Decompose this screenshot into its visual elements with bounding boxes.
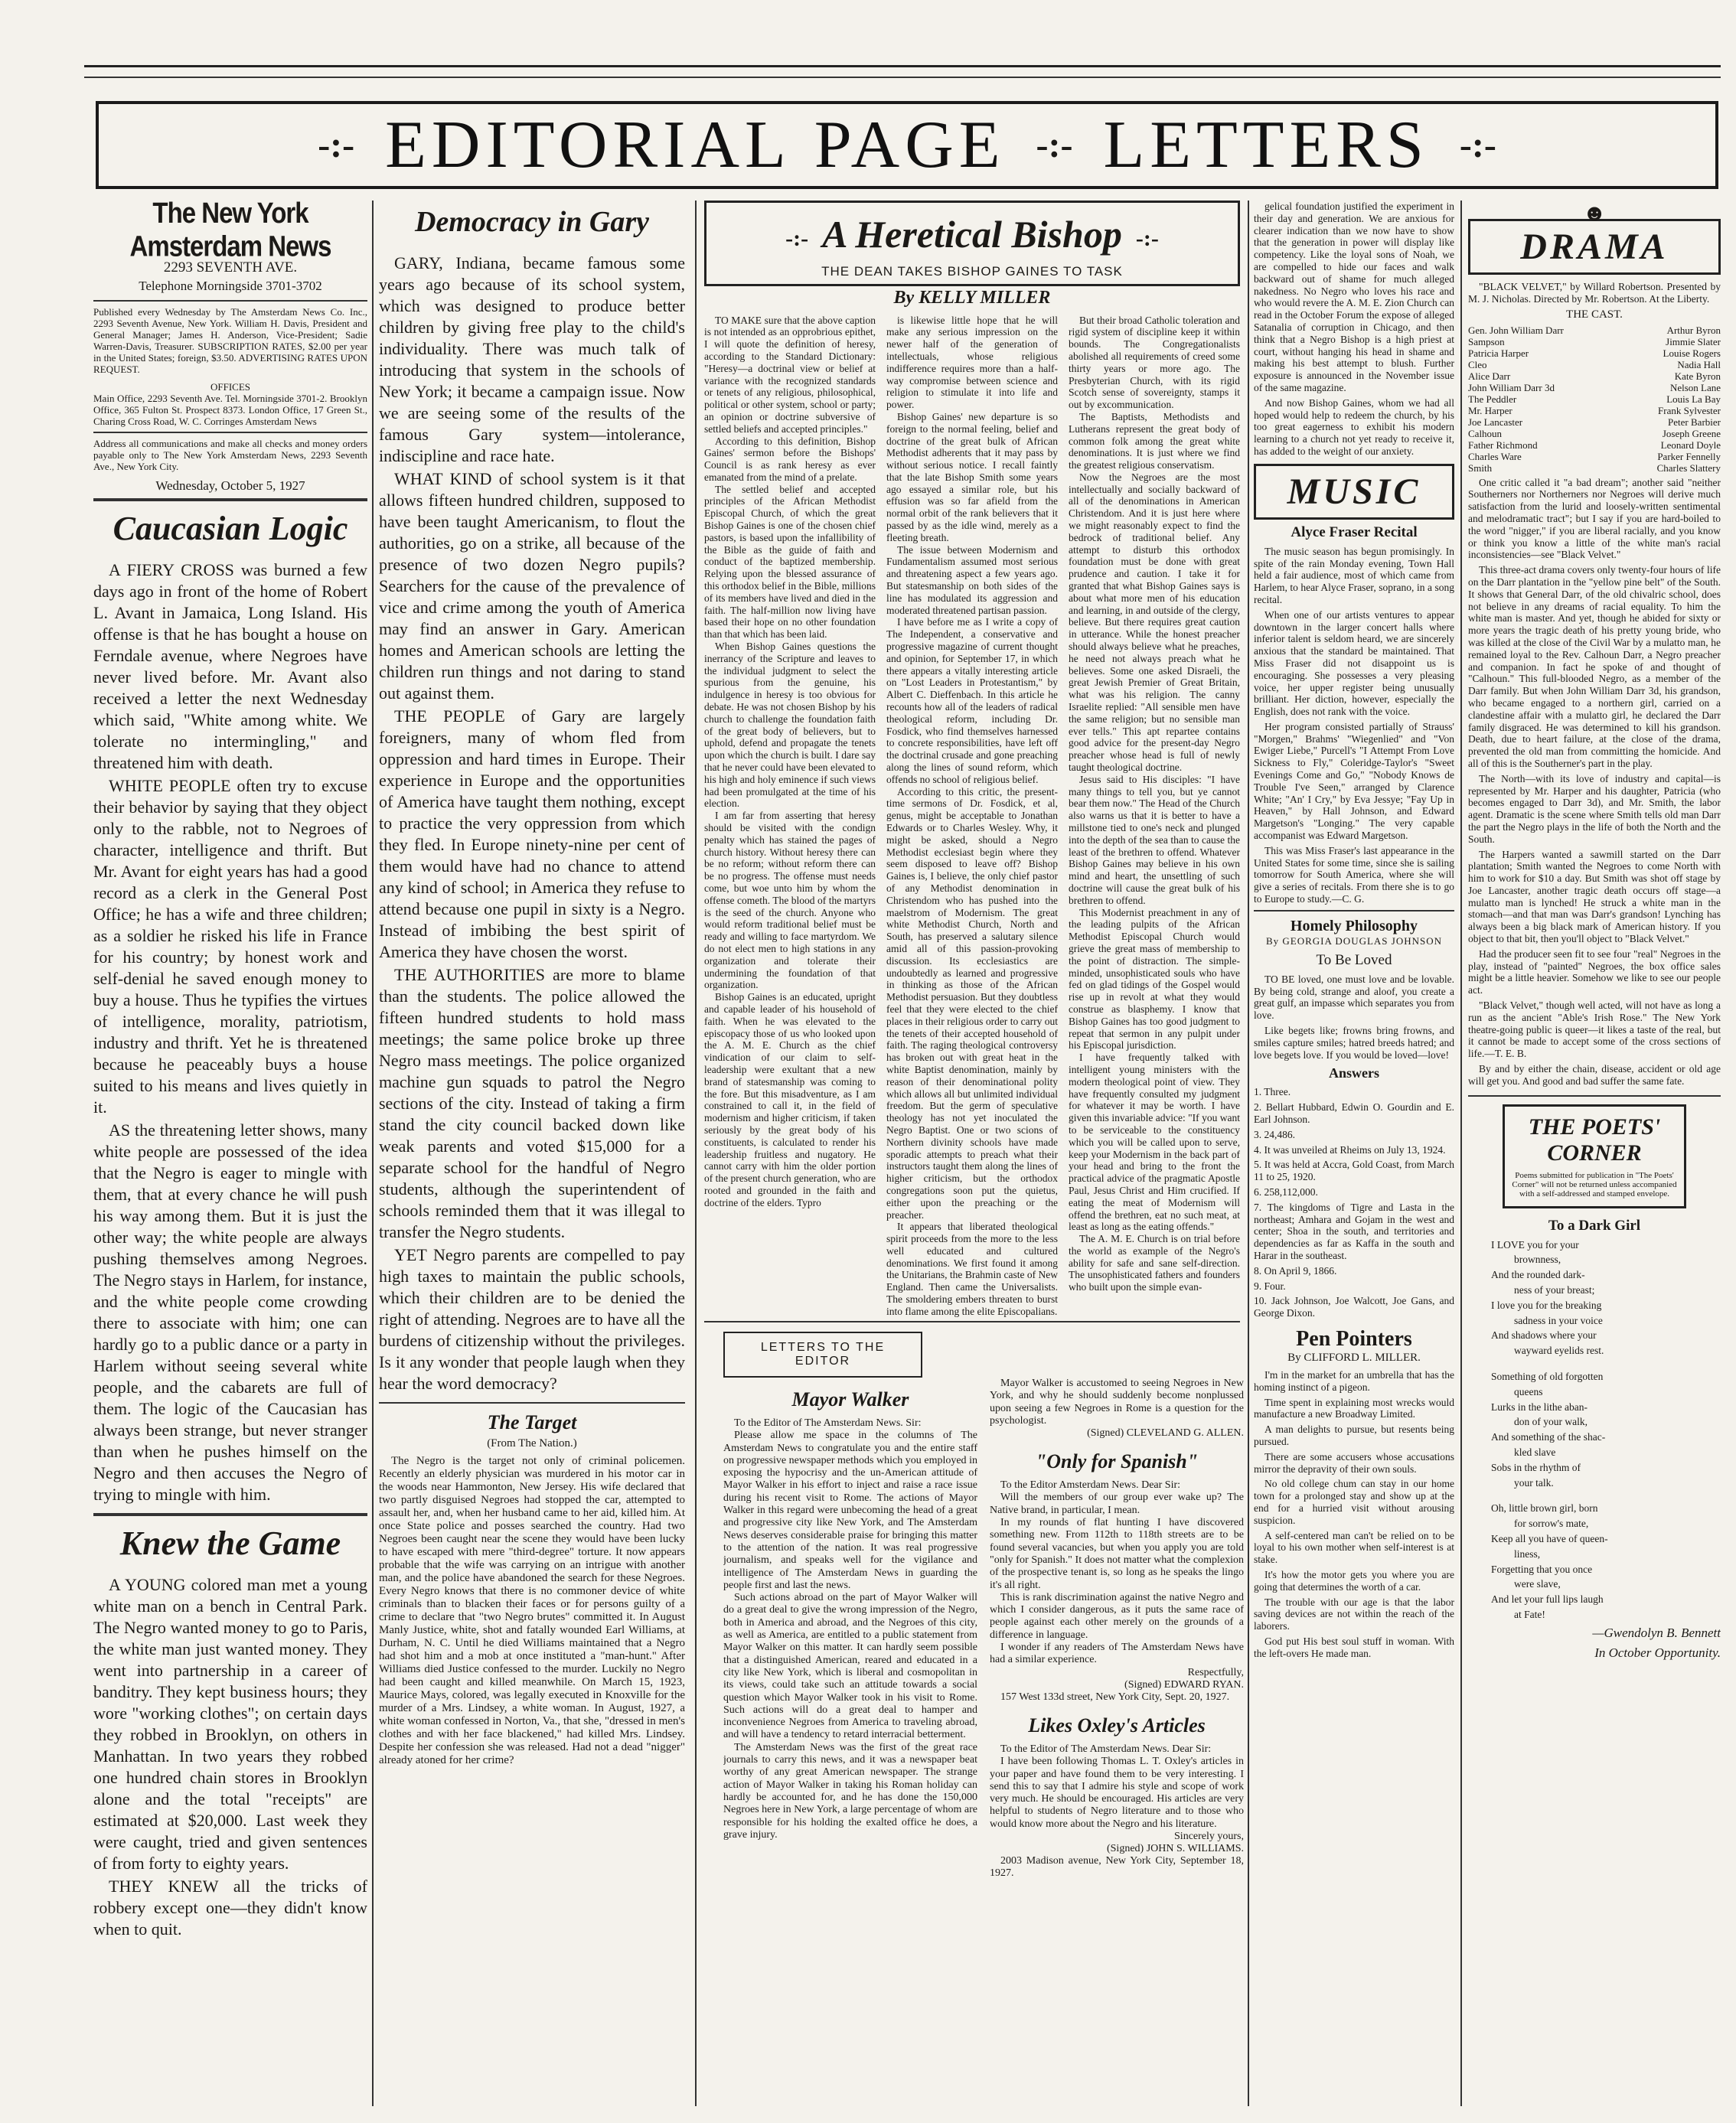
paragraph: TO MAKE sure that the above caption is not intended as an opprobrious epithet, I will quote the definition of heresy, according to the Standard Dictionary: "Heresy—a doctrinal view or belief at variance with the recognized standards or tenets of any religious, philosophical, political or other system, school or party; an opinion or doctrine subversive of settled beliefs and accepted principles." bbox=[704, 314, 876, 435]
answer-item: 8. On April 9, 1866. bbox=[1254, 1264, 1337, 1277]
cast-row bbox=[1468, 336, 1721, 347]
poem-line: And something of the shac- bbox=[1491, 1431, 1606, 1443]
cast-actor: Arthur Byron bbox=[1666, 324, 1721, 336]
poem-line: And the rounded dark- bbox=[1491, 1269, 1585, 1281]
paragraph: According to this critic, the present-time sermons of Dr. Fosdick, et al, genus, might be acceptable to Jonathan Edwards or to Charles Wesley. Why, it might be asked, should a Negro Methodist ecclesiast begin where they seem disposed to leave off? Bishop Gaines is, I believe, the only chief pastor of any Methodist denomination in Christendom who has pushed into the maelstrom of Modernism. The great white Methodist Church, North and South, has preserved a salutary silence amid all of this passion-provoking discussion. Its ecclesiastics are undoubtedly as learned and progressive in thinking as those of the African Methodist persuasion. But they doubtless feel that they were elected to the chief places in their religious order to carry out the tenets of their accepted household of faith. The raging theological controversy has broken out with great heat in the white Baptist denomination, mainly by reason of their denominational polity which allows all but unlimited individual freedom. But the germ of speculative theology has not yet inoculated the Negro Baptist. One or two scions of Northern divinity schools have made sporadic attempts to preach what their instructors taught them along the lines of higher criticism, but the orthodox congregations soon put the quietus, either upon the preaching or the preacher. bbox=[886, 785, 1058, 1221]
bishop-title-text: A Heretical Bishop bbox=[822, 213, 1122, 256]
poem-line: brownness, bbox=[1514, 1254, 1561, 1266]
editorial-body-gary bbox=[379, 253, 685, 1394]
offices-title: OFFICES bbox=[210, 381, 251, 393]
letter-title-walker: Mayor Walker bbox=[791, 1388, 909, 1410]
paper-address: 2293 SEVENTH AVE. bbox=[163, 259, 298, 276]
cast-actor: Parker Fennelly bbox=[1657, 450, 1721, 462]
paragraph: The music season has begun promisingly. In spite of the rain Monday evening, Town Hall held a fair audience, most of which came from Harlem, to hear Alyce Fraser, soprano, in a song recital. bbox=[1254, 545, 1454, 605]
poem-line: for sorrow's mate, bbox=[1514, 1518, 1589, 1530]
cast-row bbox=[1468, 359, 1721, 370]
bishop-headline bbox=[714, 212, 1230, 261]
cast-actor: Jimmie Slater bbox=[1666, 335, 1721, 347]
divider bbox=[379, 1402, 685, 1404]
cast-role: Calhoun bbox=[1468, 427, 1503, 439]
paragraph: AS the threatening letter shows, many white people are possessed of the idea that the Negro is eager to mingle with them, that at every chance he will push his way among them. But it is just the other way; the white people are always pushing themselves among Negroes. The Negro stays in Harlem, for instance, and the white people come crowding there to associate with him; one can hardly go to a public dance or a party in Harlem without seeing several white people, and the cabarets are full of them. The logic of the Caucasian has always been strange, but never stranger than when he pushes himself on the Negro and then accuses the Negro of trying to mingle with him. bbox=[93, 1120, 367, 1504]
column-rule bbox=[1248, 201, 1249, 2106]
poem-line: liness, bbox=[1514, 1547, 1541, 1560]
theater-mask-icon: ☻ bbox=[1582, 201, 1607, 226]
paragraph: The settled belief and accepted principles of the African Methodist Episcopal Church, of which the great Bishop Gaines is one of the chosen chief pastors, is based upon the infallibility of the Bible as the guide of faith and conduct of the baptized membership. Relying upon the blessed assurance of this orthodox belief in the Bible, millions of its members have lived and died in the faith. The half-million now living have based their hope on no other foundation than that which has been laid. bbox=[704, 483, 876, 641]
paragraph: WHITE PEOPLE often try to excuse their behavior by saying that they object only to the rabble, not to Negroes of character, intelligence and thrift. But Mr. Avant for eight years has had a good record as a clerk in the General Post Office; he has a wife and three children; as a soldier he risked his life in France for his country; by honest work and self-denial he saved enough money to buy a house. Thus he typifies the virtues of intelligence, morality, patriotism, industry and thrift. Yet he is threatened because he peaceably buys a house suited to his means and lives quietly in it. bbox=[93, 776, 367, 1117]
publisher-note: Published every Wednesday by The Amsterdam News Co. Inc., 2293 Seventh Avenue, New York. William H. Davis, President and General Manager; James H. Anderson, Vice-President; Sadie Warren-Davis, Treasurer. SUBSCRIPTION RATES, $2.00 per year in the United States; foreign, $3.50. ADVERTISING RATES UPON REQUEST. bbox=[93, 306, 367, 375]
bishop-byline: By KELLY MILLER bbox=[893, 287, 1051, 308]
paragraph: is likewise little hope that he will make any serious impression on the newer half of the generation of intellectuals, whose religious indifference requires more than a half-way compromise between science and religion to stimulate it into life and power. bbox=[886, 314, 1058, 411]
divider bbox=[93, 300, 367, 302]
paragraph: Had the producer seen fit to see four "real" Negroes in the play, instead of "painted" Negroes, the box office sales might be a little heavier. Somehow we like to see our people act. bbox=[1468, 947, 1721, 996]
cast-role: Mr. Harper bbox=[1468, 404, 1512, 416]
answer-item: 5. It was held at Accra, Gold Coast, from March 11 to 25, 1920. bbox=[1254, 1159, 1454, 1183]
paragraph: Time spent in explaining most wrecks would manufacture a new Broadway Limited. bbox=[1254, 1396, 1454, 1420]
poem-line: And shadows where your bbox=[1491, 1329, 1597, 1342]
bishop-col-2 bbox=[886, 315, 1058, 1409]
paragraph: In my rounds of flat hunting I have discovered something new. From 112th to 118th streets are to be found several vacancies, but when you apply you are told "only for Spanish." It does not matter what the complexion of the prospective tenant is, so long as he speaks the lingo it's all right. bbox=[990, 1517, 1244, 1591]
answer-item: 7. The kingdoms of Tigre and Lasta in the northeast; Amhara and Gojam in the west and center; Shoa in the south, and territories and dependencies as far as Kaffa in the south and Harar in the southeast. bbox=[1254, 1201, 1454, 1261]
editorial-title-gary: Democracy in Gary bbox=[414, 206, 650, 238]
column-2 bbox=[379, 201, 685, 1769]
paragraph: THE AUTHORITIES are more to blame than the students. The police allowed the fifteen hundred students to hold mass meetings; the same police broke up three Negro mass meetings. The police organized machine gun squads to patrol the Negro sections of the city. Instead of taking a firm stand the city council backed down like weak parents and voted $15,000 for a separate school for the handful of Negro students, although the superintendent of schools reminded them that it was illegal to transfer the Negro students. bbox=[379, 965, 685, 1241]
bishop-subtitle: THE DEAN TAKES BISHOP GAINES TO TASK bbox=[821, 263, 1123, 279]
column-rule bbox=[695, 201, 697, 2106]
address-note: Address all communications and make all checks and money orders payable only to The New York Amsterdam News, 2293 Seventh Ave., New York City. bbox=[93, 438, 367, 472]
paragraph: One critic called it "a bad dream"; another said "neither Southerners nor Northerners nor Negroes will derive much satisfaction from the lurid and loosely-written sentimental and melodramatic tract"; but I say if you are hard-boiled to the word "nigger," if you are liberal racially, and you know or think you know a little of the white man's racial inconsistencies—see "Black Velvet." bbox=[1468, 476, 1721, 561]
poem-line: Keep all you have of queen- bbox=[1491, 1532, 1608, 1544]
paragraph: A YOUNG colored man met a young white man on a bench in Central Park. The Negro wanted money to go to Paris, the white man just wanted money. They went into partnership in a career of banditry. They kept business hours; they wore "working clothes"; on certain days they robbed in Brooklyn, on others in Manhattan. In two years they robbed one hundred chain stores in Brooklyn alone and the total "receipts" are estimated at $20,000. Last week they were caught, tried and given sentences of from forty to eighty years. bbox=[93, 1575, 367, 1873]
answer-item: 10. Jack Johnson, Joe Walcott, Joe Gans, and George Dixon. bbox=[1254, 1295, 1454, 1319]
paragraph: It's how the motor gets you where you are going that determines the worth of a car. bbox=[1254, 1568, 1454, 1593]
editorial-title-caucasian: Caucasian Logic bbox=[113, 510, 348, 547]
pen-pointers-byline: By CLIFFORD L. MILLER. bbox=[1287, 1351, 1421, 1364]
cast-role: Cleo bbox=[1468, 358, 1487, 370]
paragraph: But their broad Catholic toleration and rigid system of discipline keep it within bounds. The Congregationalists abolished all requirements of creed some thirty years or more ago. The Presbyterian Church, with its rigid Scotch sense of sovereignty, stamps it out by excommunication. bbox=[1069, 314, 1240, 411]
poem-line: Lurks in the lithe aban- bbox=[1491, 1401, 1588, 1413]
top-rule-2 bbox=[84, 77, 1721, 78]
homely-byline: By GEORGIA DOUGLAS JOHNSON bbox=[1265, 934, 1443, 947]
divider bbox=[93, 498, 367, 501]
cast-row bbox=[1468, 382, 1721, 393]
paragraph: THEY KNEW all the tricks of robbery except one—they didn't know when to quit. bbox=[93, 1877, 367, 1939]
bishop-col-3 bbox=[1069, 315, 1240, 1409]
paragraph: A man delights to pursue, but resents being pursued. bbox=[1254, 1423, 1454, 1447]
paragraph: No old college chum can stay in our home town for a prolonged stay and show up at the end for a hurried visit without arousing suspicion. bbox=[1254, 1478, 1454, 1526]
paper-name: The New York Amsterdam News bbox=[129, 201, 331, 263]
signature: (Signed) EDWARD RYAN. bbox=[1124, 1678, 1244, 1691]
cast-role: Patricia Harper bbox=[1468, 347, 1529, 359]
cast-actor: Louise Rogers bbox=[1663, 347, 1721, 359]
paragraph: A FIERY CROSS was burned a few days ago in front of the home of Robert L. Avant in Jamaica, Long Island. His offense is that he has bought a house on Ferndale avenue, where Negroes have never lived before. Mr. Avant also received a letter the next Wednesday which said, "White among white. We tolerate no intermingling," and threatened him with death. bbox=[93, 560, 367, 772]
paragraph: I'm in the market for an umbrella that has the homing instinct of a pigeon. bbox=[1254, 1368, 1454, 1393]
paragraph: This is rank discrimination against the native Negro and which I consider dangerous, as it puts the same race of people against each other merely on the grounds of a difference in language. bbox=[990, 1591, 1244, 1641]
signature: (Signed) JOHN S. WILLIAMS. bbox=[1106, 1843, 1244, 1855]
paragraph: The Baptists, Methodists and Lutherans represent the great body of common folk among the great white denominations. It is just where we find the greatest religious conservatism. bbox=[1069, 410, 1240, 471]
poets-corner-box bbox=[1503, 1104, 1686, 1208]
letters-col-1 bbox=[723, 1378, 977, 2123]
paragraph: This Modernist preachment in any of the leading pulpits of the African Methodist Episcopal Church would grieve the great mass of membership to the point of distraction. The simple-minded, unsophisticated souls who have fed on glad tidings of the Gospel would rise up in revolt at what they would construe as blasphemy. I know that Bishop Gaines has too good judgment to repeat that sermon in any pulpit under his Episcopal jurisdiction. bbox=[1069, 906, 1240, 1052]
masthead-separator: -:- bbox=[1036, 125, 1073, 165]
title-ornament: -:- bbox=[1135, 225, 1159, 251]
paragraph: This was Miss Fraser's last appearance in the United States for some time, since she is sailing tomorrow for South America, where she will give a series of recitals. From there she is to go to Europe to study.—C. G. bbox=[1254, 844, 1454, 905]
cast-actor: Nelson Lane bbox=[1669, 381, 1721, 393]
section-masthead bbox=[96, 101, 1718, 189]
paragraph: gelical foundation justified the experiment in their day and generation. We are anxious for clearer indication than we now have to show that the generation in power will display like competency. Like the loyal sons of Noah, we are compelled to hide our faces and walk backward out of shame for much alleged nakedness. No Negro who loves his race and who would revere the A. M. E. Zion Church can read in the October Forum the expose of alleged Satanalia of corruption in Chicago, and then think that a Negro Bishop is a high priest at court, without hanging his head in shame and making his best attempt to blush. Further exposure is announced in the November issue of the same magazine. bbox=[1254, 201, 1454, 393]
bishop-columns bbox=[704, 315, 1240, 1409]
poem-line: queens bbox=[1514, 1385, 1543, 1397]
paragraph: Please allow me space in the columns of The Amsterdam News to congratulate you and the entire staff on progressive newspaper methods which you employed in exposing the hypocrisy and the un-American attitude of Mayor Walker in his effort to inject and raise a race issue during his recent visit to Rome. The actions of Mayor Walker in this regard were unbecoming the head of a great and progressive city like New York, and The Amsterdam News deserves considerable praise for bringing this matter to the attention of the nation. It was real progressive journalism, and speaks well for the vigilance and intelligence of The Amsterdam News in guarding the people first and last the news. bbox=[723, 1430, 977, 1591]
masthead-editorial: EDITORIAL bbox=[385, 108, 791, 182]
poem-line: your talk. bbox=[1514, 1476, 1554, 1489]
paragraph: This three-act drama covers only twenty-four hours of life on the Darr plantation in the "yellow pine belt" of the South. It shows that General Darr, of the old chivalric school, does not believe in any dreams of racial equality. To him the white man is master. And yet, though he abided for sixty or more years the tragic death of his pretty young bride, who was killed at the close of the Civil War by a mulatto man, he remained loyal to the Rev. Calhoun Darr, a Negro preacher and companion. In fact he spoke of and thought of "Calhoun." This full-blooded Negro, as a member of the Darr family. But when John William Darr 3d, his grandson, who became engaged to a northern girl, carried on a clandestine affair with a mulatto girl, he declared the Darr family disgraced. He was determined to kill his grandson. Death, due to heart failure, at the close of the drama, prevented the old man from committing the homicide. And all of this is the Southerner's part in the play. bbox=[1468, 564, 1721, 769]
cast-actor: Joseph Greene bbox=[1662, 427, 1721, 439]
homely-title: Homely Philosophy bbox=[1290, 917, 1418, 934]
cast-row bbox=[1468, 451, 1721, 462]
letter-title-oxley: Likes Oxley's Articles bbox=[1028, 1714, 1206, 1737]
cast-role: The Peddler bbox=[1468, 393, 1517, 405]
music-subtitle: Alyce Fraser Recital bbox=[1291, 523, 1418, 540]
poem-title: To a Dark Girl bbox=[1548, 1217, 1641, 1234]
poets-corner-title: THE POETS' bbox=[1528, 1114, 1661, 1140]
masthead-separator: -:- bbox=[1459, 125, 1496, 165]
poets-corner-note: Poems submitted for publication in "The Poets' Corner" will not be returned unless accompanied with a self-addressed and stamped envelope. bbox=[1512, 1170, 1677, 1198]
article-body-target bbox=[379, 1455, 685, 1767]
paragraph: The North—with its love of industry and capital—is represented by Mr. Harper and his daughter, Patricia (who becomes engaged to Darr 3d), and Mr. Smith, the labor agent. Dramatic is the scene where Smith tells old man Darr the part the Negro plays in the life of both the North and the South. bbox=[1468, 772, 1721, 845]
poem-line: ness of your breast; bbox=[1514, 1284, 1595, 1296]
paragraph: I have frequently talked with intelligent young ministers with the modern theological point of view. They have frequently consulted my judgment for whatever it may be worth. I have given this invariable advice: "If you want to be serviceable to the constituency which you will be called upon to serve, keep your Modernism in the back part of your head and bring to the front the practical advice of the pragmatic Apostle Paul, Jesus Christ and Him crucified. If eating the meat of Modernism will offend the brethren, eat no such meat, at least as long as the eating offends." bbox=[1069, 1052, 1240, 1233]
poem-line: Oh, little brown girl, born bbox=[1491, 1502, 1598, 1515]
drama-header-box: DRAMA bbox=[1468, 219, 1721, 275]
cast-role: Father Richmond bbox=[1468, 439, 1538, 451]
paragraph: I have before me as I write a copy of The Independent, a conservative and progressive magazine of current thought and opinion, for September 17, in which there appears a vitally interesting article on "Lost Leaders in Protestantism," by Albert C. Dieffenbach. In this article he recounts how all of the leaders of radical theological reform, including Dr. Fosdick, who find themselves harnessed to concrete responsibilities, have left off the doctrinal crusade and gone preaching along the lines of sound reform, which offends no school of religious belief. bbox=[886, 616, 1058, 785]
masthead-letters: LETTERS bbox=[1103, 108, 1429, 182]
paragraph: YET Negro parents are compelled to pay high taxes to maintain the public schools, which their children are to be denied the right of attending. Negroes are to have all the burdens of citizenship without the privileges. Is it any wonder that people laugh when they hear the word democracy? bbox=[379, 1245, 685, 1393]
paragraph: When Bishop Gaines questions the inerrancy of the Scripture and leaves to the individual judgment to select the spurious from the genuine, his indulgence in heresy is too obvious for debate. He was not chosen Bishop by his church to challenge the foundation faith of the great body of believers, but to uphold, defend and propagate the tenets upon which the church is built. I dare say that he never could have been elevated to his high and holy eminence if such views had been promulgated at the time of his election. bbox=[704, 641, 876, 810]
cast-actor: Nadia Hall bbox=[1677, 358, 1721, 370]
paragraph: I wonder if any readers of The Amsterdam News have had a similar experience. bbox=[990, 1642, 1244, 1666]
letter-address: 157 West 133d street, New York City, Sept. 20, 1927. bbox=[1000, 1691, 1230, 1703]
poem-line: I LOVE you for your bbox=[1491, 1238, 1579, 1251]
poem-line: wayward eyelids rest. bbox=[1514, 1345, 1604, 1357]
signature: (Signed) CLEVELAND G. ALLEN. bbox=[1087, 1427, 1244, 1440]
paragraph: And now Bishop Gaines, whom we had all hoped would help to redeem the church, by his too great eagerness to exhibit his modern learning to a church not yet ready to receive it, has added to the weight of our anxiety. bbox=[1254, 396, 1454, 457]
paragraph: Will the members of our group ever wake up? The Native brand, in particular, I mean. bbox=[990, 1492, 1244, 1516]
divider bbox=[93, 1513, 367, 1516]
top-rule bbox=[84, 65, 1721, 67]
poem-line: were slave, bbox=[1514, 1578, 1561, 1590]
poem-line: sadness in your voice bbox=[1514, 1314, 1603, 1326]
paragraph: The Amsterdam News was the first of the great race journals to carry this news, and it was a newspaper beat worthy of any great American newspaper. The strange action of Mayor Walker in taking his Roman holiday can hardly be accounted for, and he has done the 150,000 Negroes here in New York, a large percentage of whom are responsible for his holding the exalted office he does, a grave injury. bbox=[723, 1741, 977, 1841]
title-ornament: -:- bbox=[785, 225, 809, 251]
cast-row bbox=[1468, 439, 1721, 451]
cast-row bbox=[1468, 405, 1721, 416]
cast-row bbox=[1468, 462, 1721, 474]
column-1 bbox=[93, 201, 367, 1942]
cast-role: Smith bbox=[1468, 461, 1493, 474]
letters-col-2 bbox=[990, 1378, 1244, 2123]
paragraph: I have been following Thomas L. T. Oxley's articles in your paper and have found them to be very interesting. I send this to say that I admire his style and scope of work very much. He should be encouraged. His articles are very helpful to students of Negro literature and to those who would know more about the Negro and his literature. bbox=[990, 1756, 1244, 1830]
paragraph: "BLACK VELVET," by Willard Robertson. Presented by M. J. Nicholas. Directed by Mr. Robertson. At the Liberty. bbox=[1468, 281, 1721, 305]
cast-role: John William Darr 3d bbox=[1468, 381, 1555, 393]
paragraph: According to this definition, Bishop Gaines' sermon before the Bishops' Council is as rank heresy as ever emanated from the mind of a prelate. bbox=[704, 435, 876, 483]
paragraph: Bishop Gaines is an educated, upright and capable leader of his household of faith. When he was elevated to the episcopacy those of us who looked upon the A. M. E. Church as the chief vindication of our claim to self-leadership were exultant that a new brand of statesmanship was coming to the fore. But this misadventure, as I am constrained to call it, in the field of modernism and higher criticism, if taken seriously by the great body of his constituents, is calculated to render his leadership fruitless and nugatory. He cannot carry with him the older portion of the present church generation, who are rooted and grounded in the faith and doctrine of the elders. Typro bbox=[704, 991, 876, 1208]
bishop-title-box bbox=[704, 201, 1240, 286]
letter-address: 2003 Madison avenue, New York City, September 18, 1927. bbox=[990, 1855, 1244, 1880]
salutation: To the Editor of The Amsterdam News. Dear Sir: bbox=[1000, 1743, 1212, 1755]
paragraph: WHAT KIND of school system is it that allows fifteen hundred children, supposed to have been taught Americanism, to flout the authorities, go on a strike, all because of the presence of two dozen Negro pupils? Searchers for the cause of the prevalence of vice and crime among the youth of America may find an answer in Gary. American homes and American schools are letting the children run things and not daring to stand out against them. bbox=[379, 469, 685, 703]
paragraph: Bishop Gaines' new departure is so foreign to the normal feeling, belief and doctrine of the great bulk of African Methodist adherents that it may pass by without serious notice. I recall faintly that the late Bishop Smith some years ago essayed a similar role, but his effusion was so far afield from the normal orbit of the rank believers that it passed by as the idle wind, merely as a fleeting breath. bbox=[886, 410, 1058, 543]
letter-title-spanish: "Only for Spanish" bbox=[1035, 1450, 1199, 1473]
cast-role: Charles Ware bbox=[1468, 450, 1522, 462]
cast-row bbox=[1468, 347, 1721, 359]
paragraph: The trouble with our age is that the labor saving devices are not within the reach of the laborers. bbox=[1254, 1596, 1454, 1632]
editorial-body-caucasian bbox=[93, 559, 367, 1505]
column-4 bbox=[1254, 201, 1454, 2106]
closing: Sincerely yours, bbox=[1174, 1831, 1244, 1843]
editorial-body-knew bbox=[93, 1574, 367, 1940]
poem-line: don of your walk, bbox=[1514, 1416, 1588, 1428]
salutation: To the Editor Amsterdam News. Dear Sir: bbox=[1000, 1479, 1181, 1492]
cast-role: Alice Darr bbox=[1468, 370, 1511, 382]
paragraph: The Negro is the target not only of criminal policemen. Recently an elderly physician was murdered in his motor car in the woods near Hammonton, New Jersey. His wife declared that two partly disguised Negroes had stopped the car, attempted to assault her, and, when her husband came to her aid, killed him. At once State police and posses searched the country. Had two Negroes been caught near the scene they would have been lucky to have escaped with mere "third-degree" torture. It now appears probable that the wife was carrying on an intrigue with another man, and the police have abandoned the search for these Negroes. Every Negro knows that there is no commoner device of white criminals than to blacken their faces or for persons guilty of a crime to declare that "two Negro brutes" committed it. In August Manly Justice, white, shot and fatally wounded Earl Williams, at Durham, N. C. Until he died Williams maintained that a Negro had shot him and a mob at once instituted a "man-hunt." After Williams died Justice confessed to the murder. Luckily no Negro had been caught and killed meanwhile. On March 15, 1923, Maurice Mays, colored, was legally executed in Knoxville for the murder of a Mrs. Lindsey, a white woman. In August, 1927, a white woman confessed in Norton, Va., that she, "dressed in men's clothes and with her face blackened," had killed Mrs. Lindsey. Despite her confession she was released. Had not a dead "nigger" already atoned for her crime? bbox=[379, 1455, 685, 1766]
paragraph: The Harpers wanted a sawmill started on the Darr plantation; Smith wanted the Negroes to come North with him to work for $10 a day. But Smith was shot off stage by Joe Lancaster, another tragic death occurs off stage—a mulatto man is lynched! He struck a white man in the stomach—and that man was Darr's grandson! Lynching has always been a big black mark of American history. If you object to that bit, then you'll object to "Black Velvet." bbox=[1468, 848, 1721, 945]
cast-row bbox=[1468, 416, 1721, 428]
cast-actor: Frank Sylvester bbox=[1658, 404, 1721, 416]
cast-title: THE CAST. bbox=[1566, 308, 1623, 321]
divider bbox=[1468, 1095, 1721, 1097]
issue-date: Wednesday, October 5, 1927 bbox=[155, 478, 305, 493]
music-header-box: MUSIC bbox=[1254, 464, 1454, 520]
offices-text: Main Office, 2293 Seventh Ave. Tel. Morningside 3701-2. Brooklyn Office, 365 Fulton St. Prospect 8373. London Office, 17 Green St., Charing Cross Road, W. C. Corringes Amsterdam News bbox=[93, 393, 367, 427]
cast-row bbox=[1468, 393, 1721, 405]
column-rule bbox=[1460, 201, 1462, 2106]
cast-row bbox=[1468, 370, 1721, 382]
answers-list bbox=[1254, 1086, 1454, 1319]
paragraph: The A. M. E. Church is on trial before the world as example of the Negro's ability for safe and sane self-direction. The unsophisticated fathers and founders who built upon the simple evan- bbox=[1069, 1233, 1240, 1293]
paper-telephone: Telephone Morningside 3701-3702 bbox=[139, 279, 322, 293]
letters-label-box: LETTERS TO THE EDITOR bbox=[723, 1332, 922, 1378]
masthead-separator: -:- bbox=[318, 125, 355, 165]
salutation: To the Editor of The Amsterdam News. Sir: bbox=[734, 1417, 922, 1429]
pen-pointers-title: Pen Pointers bbox=[1296, 1326, 1412, 1351]
paragraph: TO BE loved, one must love and be lovable. By being cold, strange and aloof, you create a great gulf, an impasse which separates you from love. bbox=[1254, 973, 1454, 1022]
poem-line: I love you for the breaking bbox=[1491, 1299, 1602, 1311]
divider bbox=[93, 432, 367, 433]
paragraph: The issue between Modernism and Fundamentalism assumed most serious and threatening aspect a few years ago. But statesmanship on both sides of the line has modulated its aggression and moderated threatened partisan passion. bbox=[886, 543, 1058, 616]
closing: Respectfully, bbox=[1187, 1666, 1244, 1678]
answer-item: 1. Three. bbox=[1254, 1086, 1291, 1098]
article-title-target: The Target bbox=[487, 1411, 577, 1433]
column-5 bbox=[1468, 201, 1721, 2106]
answer-item: 4. It was unveiled at Rheims on July 13, 1924. bbox=[1254, 1143, 1446, 1156]
paragraph: Mayor Walker is accustomed to seeing Negroes in New York, and why he should suddenly become nonplussed upon seeing a few Negroes in Rome is a question for the psychologist. bbox=[990, 1378, 1244, 1427]
paragraph: Like begets like; frowns bring frowns, and smiles capture smiles; hatred breeds hatred; and love begets love. If you would be loved—love! bbox=[1254, 1025, 1454, 1061]
paragraph: GARY, Indiana, became famous some years ago because of its school system, which was designed to produce better children by giving free play to the child's individuality. There was much talk of introducing that system in the schools of New York; it became a campaign issue. Now we are seeing some of the results of the famous Gary system—intolerance, indiscipline and race hate. bbox=[379, 253, 685, 465]
article-heretical-bishop bbox=[704, 201, 1240, 1409]
cast-actor: Louis La Bay bbox=[1666, 393, 1721, 405]
paragraph: A self-centered man can't be relied on to be loyal to his own mother when self-interest is at stake. bbox=[1254, 1529, 1454, 1566]
editorial-title-knew: Knew the Game bbox=[119, 1525, 341, 1562]
cast-row bbox=[1468, 324, 1721, 336]
paragraph: There are some accusers whose accusations mirror the depravity of their own souls. bbox=[1254, 1450, 1454, 1475]
poem-body bbox=[1468, 1239, 1721, 1621]
poem-line: kled slave bbox=[1514, 1446, 1556, 1458]
poem-line: Forgetting that you once bbox=[1491, 1563, 1593, 1575]
cast-role: Sampson bbox=[1468, 335, 1505, 347]
letters-section bbox=[723, 1332, 1244, 2123]
cast-actor: Leonard Doyle bbox=[1660, 439, 1721, 451]
answer-item: 6. 258,112,000. bbox=[1254, 1186, 1318, 1198]
cast-list bbox=[1468, 324, 1721, 474]
divider bbox=[704, 1321, 1240, 1322]
paragraph: Now the Negroes are the most intellectually and socially backward of all of the denominations in American Christendom. And it is just here where we might reasonably expect to find the bedrock of traditional belief. Any attempt to disturb this orthodox foundation must be done with great prudence and caution. I take it for granted that what Bishop Gaines says is about what more men of his education and learning, in and outside of the clergy, believe. But there requires great caution in utterance. While the honest preacher should always believe what he preaches, he need not always preach what he believes. Some one asked Disraeli, the great Jewish Premier of Great Britain, what was his religion. The canny Israelite replied: "All sensible men have the same religion; but no sensible man ever tells." This apt repartee contains good advice for the present-day Negro preacher whose head is full of newly taught theological doctrine. bbox=[1069, 471, 1240, 774]
paragraph: God put His best soul stuff in woman. With the left-overs He made man. bbox=[1254, 1635, 1454, 1659]
paragraph: "Black Velvet," though well acted, will not have as long a run as the ancient "Able's Irish Rose." The New York theatre-going public is queer—it likes a taste of the real, but it cannot be made to accept some of the cross sections of life.—T. E. B. bbox=[1468, 1000, 1721, 1060]
poem-line: Something of old forgotten bbox=[1491, 1371, 1604, 1383]
cast-actor: Charles Slattery bbox=[1656, 461, 1721, 474]
paragraph: When one of our artists ventures to appear downtown in the larger concert halls where inferior talent is seldom heard, we are sincerely anxious that the standard be maintained. That Miss Fraser did not disappoint us is encouraging. She possesses a very pleasing voice, her upper register being unusually brilliant. Her diction, however, especially the English, does not rank with the voice. bbox=[1254, 608, 1454, 718]
poets-corner-title: CORNER bbox=[1547, 1140, 1642, 1166]
cast-actor: Kate Byron bbox=[1674, 370, 1721, 382]
paragraph: Jesus said to His disciples: "I have many things to tell you, but ye cannot bear them now." The Head of the Church also warns us that it is better to have a millstone tied to one's neck and plunged into the depth of the sea than to cause the least of the brethren to offend. Whatever Bishop Gaines may believe in his own mind and heart, the unsettling of such doctrine will cause the great bulk of his brethren to offend. bbox=[1069, 773, 1240, 906]
letters-columns bbox=[723, 1378, 1244, 2123]
answer-item: 3. 24,486. bbox=[1254, 1128, 1295, 1140]
cast-role: Gen. John William Darr bbox=[1468, 324, 1564, 336]
paragraph: Such actions abroad on the part of Mayor Walker will do a great deal to give the wrong impression of the Negro, both in America and abroad, and the Negroes of this city, as well as America, are entitled to a public statement from Mayor Walker on this matter. It can hardly seem possible that a distinguished American, reared and educated in a city like New York, which is liberal and cosmopolitan in its views, could take such an attitude towards a social question which Mayor Walker took in his visit to Rome. Such actions will do a great deal to hamper and inconvenience Negroes from America to traveling abroad, and will have a tendency to retard interracial betterment. bbox=[723, 1592, 977, 1741]
answer-item: 2. Bellart Hubbard, Edwin O. Gourdin and E. Earl Johnson. bbox=[1254, 1101, 1454, 1126]
poem-author: —Gwendolyn B. Bennett bbox=[1592, 1625, 1721, 1640]
poem-source: In October Opportunity. bbox=[1594, 1645, 1721, 1660]
poem-line: at Fate! bbox=[1514, 1608, 1545, 1620]
bishop-col-1 bbox=[704, 315, 876, 1409]
paragraph: By and by either the chain, disease, accident or old age will get you. And good and bad suffer the same fate. bbox=[1468, 1063, 1721, 1087]
poem-stanza-break bbox=[1468, 1360, 1721, 1368]
paragraph: I am far from asserting that heresy should be visited with the condign penalty which has stained the pages of church history. Without heresy there can be no reform; without reform there can be no progress. The offense must needs come, but woe unto him by whom the offense cometh. The blood of the martyrs is the seed of the church. Anyone who would reform traditional belief must be ready and willing to face martyrdom. We do not elect men to high stations in any organization and tolerate their undermining the foundation of that organization. bbox=[704, 810, 876, 991]
answer-item: 9. Four. bbox=[1254, 1280, 1286, 1292]
divider bbox=[1254, 910, 1454, 911]
paragraph: It appears that liberated theological spirit proceeds from the more to the less well educated and cultured denominations. We first found it among the Unitarians, the Brahmin caste of New England. Then came the Universalists. The smoldering embers threaten to burst into flame among the elite Episcopalians. bbox=[886, 1221, 1058, 1317]
homely-subtitle: To Be Loved bbox=[1316, 951, 1392, 968]
article-source: (From The Nation.) bbox=[487, 1437, 577, 1450]
cast-actor: Peter Barbier bbox=[1668, 416, 1721, 428]
answers-title: Answers bbox=[1329, 1065, 1379, 1081]
poem-line: Sobs in the rhythm of bbox=[1491, 1461, 1581, 1473]
poem-stanza-break bbox=[1468, 1492, 1721, 1499]
masthead-page: PAGE bbox=[814, 108, 1006, 182]
column-rule bbox=[372, 201, 374, 2106]
poem-line: And let your full lips laugh bbox=[1491, 1593, 1604, 1606]
cast-role: Joe Lancaster bbox=[1468, 416, 1523, 428]
paragraph: THE PEOPLE of Gary are largely foreigners, many of whom fled from oppression and hard times in Europe. Their experience in Europe and the opportunities of America have taught them nothing, except to practice the very oppression from which they fled. In Europe ninety-nine per cent of them would have had no chance to attend any kind of school; in America they refuse to attend because one pupil in sixty is a Negro. Instead of imbibing the best spirit of America they have chosen the worst. bbox=[379, 706, 685, 961]
paragraph: Her program consisted partially of Strauss' "Morgen," Brahms' "Wiegenlied" and "Von Ewiger Liebe," Purcell's "I Attempt From Love Sickness to Fly," Coleridge-Taylor's "Sweet Evenings Come and Go," "Nobody Knows de Trouble I've Seen," arranged by Clarence White; "An' I Cry," by Eva Jessye; "Fay Up in Heaven," by Hall Johnson, and Edward Margetson's "Longing." The very capable accompanist was Edward Margetson. bbox=[1254, 720, 1454, 842]
cast-row bbox=[1468, 428, 1721, 439]
